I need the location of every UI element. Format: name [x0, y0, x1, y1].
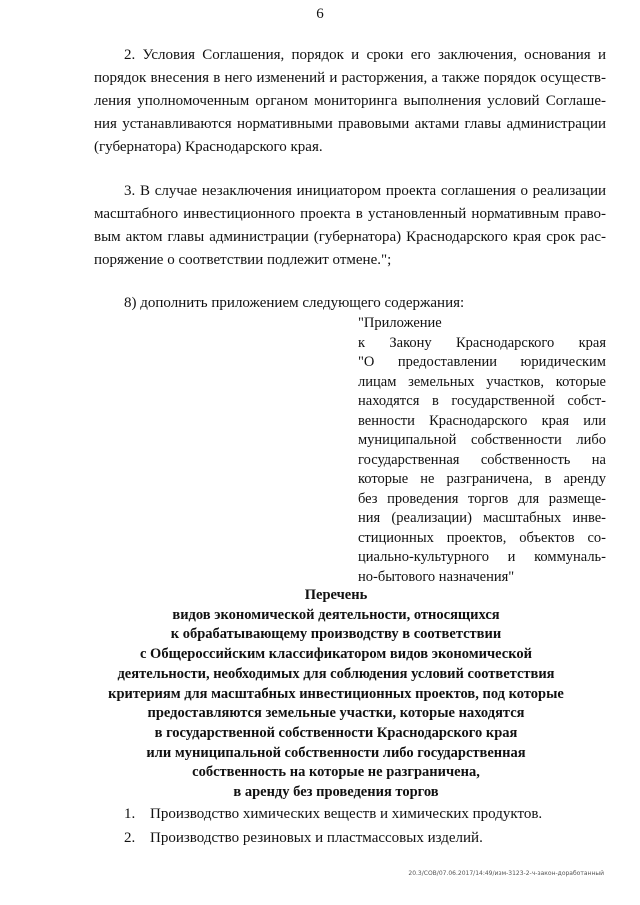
heading-line: предоставляются земельные участки, которые находятся [147, 705, 525, 722]
appendix-line: государственная собственность на [358, 451, 606, 468]
appendix-reference [358, 314, 606, 587]
appendix-line: "Приложение [358, 315, 442, 331]
list-item [124, 830, 483, 847]
heading-line: с Общероссийским классификатором видов экономической [140, 646, 532, 663]
list-item-text: Производство резиновых и пластмассовых изделий. [150, 830, 483, 846]
text-line: 8) дополнить приложением следующего содержания: [124, 295, 465, 311]
appendix-line: которые не разграничена, в аренду [358, 471, 606, 487]
paragraph-amendment-8 [94, 292, 606, 315]
heading-line: в государственной собственности Краснодарского края [154, 724, 518, 741]
appendix-line: циально-культурного и коммуналь- [358, 549, 606, 565]
paragraph-non-conclusion [94, 180, 606, 272]
text-line: (губернатора) Краснодарского края. [94, 139, 323, 155]
appendix-line: но-бытового назначения" [358, 568, 515, 585]
appendix-line: стиционных проектов, объектов со- [358, 529, 606, 546]
heading-line: критериям для масштабных инвестиционных проектов, под которые [108, 685, 564, 702]
appendix-line: ния (реализации) масштабных инве- [358, 510, 606, 526]
appendix-line: к Закону Краснодарского края [358, 334, 606, 351]
appendix-line: без проведения торгов для размеще- [358, 490, 606, 507]
appendix-line: находятся в государственной собст- [358, 393, 606, 409]
heading-line: или муниципальной собственности либо государственная [146, 744, 526, 761]
text-line: 3. В случае незаключения инициатором проекта соглашения о реализации [124, 183, 606, 199]
text-line: порядок внесения в него изменений и расторжения, а также порядок осуществ- [94, 70, 606, 86]
heading-line: собственность на которые не разграничена, [192, 764, 480, 781]
text-line: масштабного инвестиционного проекта в установленный нормативным право- [94, 206, 606, 222]
heading-line: в аренду без проведения торгов [233, 784, 439, 801]
text-line: 2. Условия Соглашения, порядок и сроки его заключения, основания и [124, 47, 606, 63]
page-number: 6 [316, 6, 324, 22]
text-line: ния устанавливаются нормативными правовыми актами главы администрации [94, 116, 606, 132]
heading-line: к обрабатывающему производству в соответствии [170, 626, 502, 643]
paragraph-conditions [94, 44, 606, 159]
list-heading [60, 586, 612, 803]
document-footer-code: 20.3/СОВ/07.06.2017/14:49/изм-3123-2-ч-закон-доработанный [408, 870, 604, 877]
appendix-line: венности Краснодарского края или [358, 412, 606, 429]
appendix-line: лицам земельных участков, которые [358, 373, 606, 390]
text-line: ления уполномоченным органом мониторинга выполнения условий Соглаше- [94, 93, 606, 109]
heading-line: деятельности, необходимых для соблюдения условий соответствия [117, 665, 555, 682]
list-item [124, 806, 542, 823]
heading-line: видов экономической деятельности, относящихся [172, 606, 500, 623]
list-item-number: 1. [124, 806, 136, 822]
list-item-text: Производство химических веществ и химических продуктов. [150, 806, 543, 822]
text-line: поряжение о соответствии подлежит отмене."; [94, 252, 392, 268]
appendix-line: "О предоставлении юридическим [358, 354, 606, 370]
heading-title: Перечень [304, 587, 368, 603]
appendix-line: муниципальной собственности либо [358, 432, 606, 448]
text-line: вым актом главы администрации (губернатора) Краснодарского края срок рас- [94, 229, 606, 245]
list-item-number: 2. [124, 830, 136, 846]
